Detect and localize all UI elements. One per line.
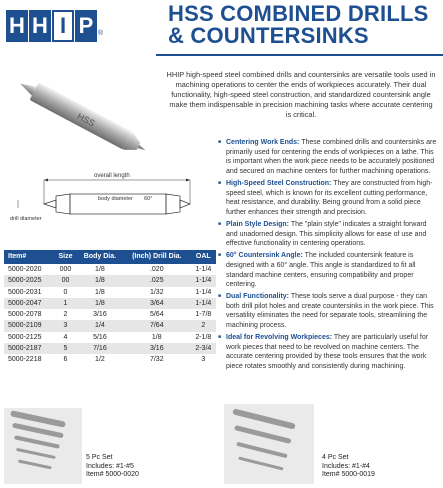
table-cell: 5 [63,345,68,353]
feature-item [218,292,440,330]
feature-text: The included countersink feature is designed with a 60° angle. This angle is standardized to fit all standard machine centers, ensuring compatibility and proper centering. [226,252,416,289]
col-header-drill-dia: (Inch) Drill Dia. [132,253,182,260]
logo-letter: H [6,10,28,42]
hhip-logo [6,10,102,42]
feature-text: These tools serve a dual purpose - they can both drill pilot holes and create countersinks in the work piece. This versatility eliminates the need for separate tools, streamlining the machining process. [226,293,434,330]
col-header-oal: OAL [195,253,211,260]
feature-list [218,138,440,374]
spec-table [4,250,216,366]
intro-paragraph: HHIP high-speed steel combined drills and countersinks are versatile tools used in machining operations to center the ends of workpieces accurately. Their dual functionality, high-speed steel construction, and standardized countersink angle make them indispensable in precision machining tasks where accurate centering is critical. [166,70,436,119]
table-header-row [4,250,216,264]
table-row [4,309,216,320]
tool-marking: HSS [75,111,97,129]
table-row [4,275,216,286]
table-cell: 5000-2109 [8,322,42,330]
registered-mark: ® [98,30,104,37]
table-cell: 1/8 [151,333,162,341]
table-cell: 1/8 [95,288,105,296]
feature-term: High-Speed Steel Construction: [226,179,332,187]
angle-label: 60° [144,196,153,202]
five-piece-set-photo [4,408,82,484]
feature-item [218,138,440,176]
overall-length-label: overall length [94,173,130,179]
table-cell: 7/32 [149,356,164,364]
table-cell: 1/8 [95,277,105,285]
body-diameter-label: body diameter [98,196,133,202]
feature-term: Plain Style Design: [226,220,290,228]
table-cell: 2 [201,322,206,330]
table-cell: 000 [59,266,72,273]
feature-text: They are constructed from high-speed steel, which is known for its excellent cutting performance, heat resistance, and durability. Being ground from a solid piece further enhances their strength and precision. [226,179,433,216]
logo-letter: P [75,10,97,42]
table-cell: 5000-2047 [8,299,42,307]
table-cell: 5000-2078 [8,311,42,319]
table-cell: 1/4 [95,322,105,330]
dimension-diagram [4,170,214,234]
table-cell: 1/8 [95,299,105,307]
table-cell: 1/32 [149,288,164,296]
set-includes: Includes: #1-#4 [322,462,370,470]
feature-term: Dual Functionality: [226,293,289,301]
title-line-2: & COUNTERSINKS [168,23,369,48]
set-includes: Includes: #1-#5 [86,462,134,470]
table-cell: 2-3/4 [195,345,212,353]
table-cell: 5000-2218 [8,356,42,364]
set-item-number: Item# 5000-0020 [86,471,139,479]
title-line-1: HSS COMBINED DRILLS [168,1,429,26]
table-row [4,320,216,331]
title-rule [156,54,443,56]
drill-photo [6,70,156,162]
table-cell: 3 [201,356,206,364]
table-row [4,287,216,298]
feature-item [218,251,440,289]
set-name: 5 Pc Set [86,454,113,461]
table-cell: .025 [149,277,164,285]
table-cell: .020 [149,266,164,273]
col-header-size: Size [58,253,73,260]
table-cell: 2-1/8 [195,333,212,341]
table-row [4,264,216,275]
table-cell: 5000-2125 [8,333,42,341]
table-row [4,332,216,343]
table-cell: 6 [63,356,68,364]
feature-item [218,333,440,371]
table-cell: 3/64 [149,299,164,307]
set-item-number: Item# 5000-0019 [322,471,375,479]
table-cell: 7/16 [93,345,107,353]
table-cell: 1/8 [95,266,105,273]
logo-letter: I [52,10,74,42]
table-cell: 1-1/4 [195,277,212,285]
table-cell: 3 [63,322,68,330]
table-cell: 5/64 [149,311,164,319]
feature-item [218,179,440,217]
table-cell: 1-1/4 [195,288,212,296]
feature-term: 60° Countersink Angle: [226,252,303,260]
table-cell: 0 [63,288,68,296]
feature-text: The "plain style" indicates a straight forward and unadorned design. This simplicity allows for ease of use and effective functionality in centering operations. [226,220,427,248]
table-cell: 5/16 [93,333,107,341]
four-piece-set-photo [224,404,314,484]
set-name: 4 Pc Set [322,454,349,461]
table-cell: 4 [63,333,68,341]
table-row [4,343,216,354]
table-cell: 5000-2187 [8,345,42,353]
table-cell: 5000-2025 [8,277,42,285]
drill-diameter-label: drill diameter [10,216,42,222]
feature-term: Centering Work Ends: [226,139,300,146]
feature-term: Ideal for Revolving Workpieces: [226,334,333,342]
table-cell: 7/64 [149,322,164,330]
feature-text: They are particularly useful for work pieces that need to be revolved on machine centers. The accurate centering provided by these tools ensures that the work piece rotates smoothly and consistently during machining. [226,334,429,371]
feature-text: These combined drills and countersinks are primarily used for centering the ends of workpieces on a lathe. This is important when the work piece needs to be accurately positioned and secured on machine centers for further machining operations. [226,139,437,175]
table-cell: 00 [61,277,70,285]
col-header-body-dia: Body Dia. [83,253,117,260]
table-cell: 5000-2031 [8,288,42,296]
table-row [4,298,216,309]
four-piece-set-caption [322,454,375,480]
table-cell: 3/16 [149,345,164,353]
table-cell: 3/16 [93,311,107,319]
logo-letter: H [29,10,51,42]
five-piece-set-caption [86,454,139,480]
col-header-item: Item# [8,253,27,260]
table-cell: 1 [63,299,68,307]
table-cell: 1-1/4 [195,299,212,307]
table-cell: 1/2 [95,356,105,364]
table-row [4,354,216,365]
table-cell: 5000-2020 [8,266,42,273]
table-cell: 1-1/4 [195,266,212,273]
feature-item [218,220,440,249]
page-title [168,3,438,47]
table-cell: 1-7/8 [195,311,212,319]
table-cell: 2 [63,311,68,319]
